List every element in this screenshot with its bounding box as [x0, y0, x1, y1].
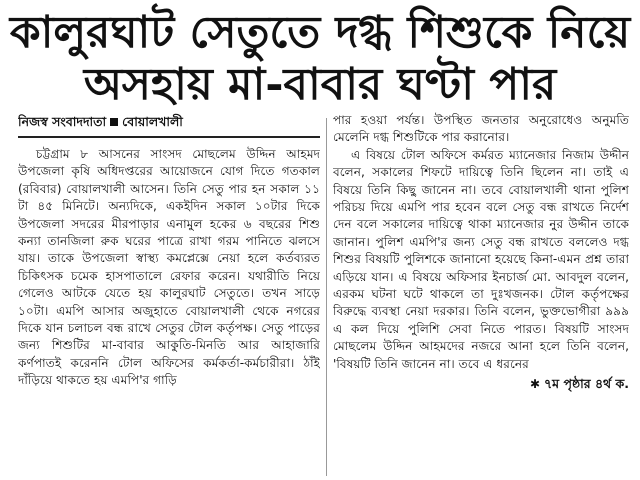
- right-column: [333, 112, 629, 480]
- byline-location: বোয়ালখালী: [122, 114, 183, 129]
- byline: [18, 112, 320, 138]
- continuation-text: ৭ম পৃষ্ঠার ৪র্থ ক.: [544, 376, 629, 392]
- byline-reporter: নিজস্ব সংবাদদাতা: [18, 114, 107, 129]
- square-bullet-icon: [110, 118, 118, 126]
- article-paragraph-continued: পার হওয়া পর্যন্ত। উপস্থিত জনতার অনুরোধেও অনুমতি মেলেনি দগ্ধ শিশুটিকে পার করানোর।: [333, 113, 629, 145]
- headline-line-2: অসহায় মা-বাবার ঘণ্টা পার: [83, 59, 557, 110]
- continuation-note: [333, 375, 629, 393]
- headline-line-1: কালুরঘাট সেতুতে দগ্ধ শিশুকে নিয়ে: [9, 7, 631, 58]
- article-paragraph: চট্টগ্রাম ৮ আসনের সাংসদ মোছলেম উদ্দিন আহমদ উপজেলা কৃষি অধিদপ্তরের আয়োজনে যোগ দিতে গতকাল (রবিবার) বোয়ালখালী আসেন। তিনি সেতু পার হন সকাল ১১ টা ৪৫ মিনিটে। অন্যদিকে, একইদিন সকাল ১০টার দিকে উপজেলা সদরের মীরপাড়ার এনামুল হকের ৬ বছরের শিশু কন্যা তানজিলা রুক ঘরের পাত্রে রাখা গরম পানিতে ঝলসে যায়। তাকে উপজেলা স্বাস্থ্য কমপ্লেক্সে নেয়া হলে কর্তব্যরত চিকিৎসক চমেক হাসপাতালে রেফার করেন। যথারীতি নিয়ে গেলেও আটকে যেতে হয় কালুরঘাট সেতুতে। তখন সাড়ে ১০টা। এমপি আসার অজুহাতে বোয়ালখালী থেকে নগরের দিকে যান চলাচল বন্ধ রাখে সেতুর টোল কর্তৃপক্ষ। সেতু পাড়ের জন্য শিশুটির মা-বাবার আকুতি-মিনতি আর আহাজারি কর্ণপাতই করেননি টোল অফিসের কর্মকর্তা-কর্মচারীরা। ঠাঁই দাঁড়িয়ে থাকতে হয় এমপি'র গাড়ি: [18, 147, 320, 388]
- left-column: [18, 112, 320, 480]
- article-paragraph: এ বিষয়ে টোল অফিসে কর্মরত ম্যানেজার নিজাম উদ্দীন বলেন, সকালের শিফটে দায়িত্বে তিনি ছিলেন না। তাই এ বিষয়ে তিনি কিছু জানেন না। তবে বোয়ালখালী থানা পুলিশ পরিচয় দিয়ে এমপি পার হবেন বলে সেতু বন্ধ রাখতে নির্দেশ দেন বলে সকালের দায়িত্বে থাকা ম্যানেজার নুর উদ্দীন তাকে জানান। পুলিশ এমপি'র জন্য সেতু বন্ধ রাখতে বললেও দগ্ধ শিশুর বিষয়টি পুলিশকে জানানো হয়েছে কিনা-এমন প্রশ্ন তারা এড়িয়ে যান। এ বিষয়ে অফিসার ইনচার্জ মো. আবদুল বলেন, এরকম ঘটনা ঘটে থাকলে তা দুঃখজনক। টোল কর্তৃপক্ষের বিরুদ্ধে ব্যবস্থা নেয়া দরকার। তিনি বলেন, ভুক্তভোগীরা ৯৯৯ এ কল দিয়ে পুলিশি সেবা নিতে পারত। বিষয়টি সাংসদ মোছলেম উদ্দিন আহমদের নজরে আনা হলে তিনি বলেন, 'বিষয়টি তিনি জানেন না। তবে এ ধরনের: [333, 147, 629, 371]
- column-divider: [326, 118, 327, 476]
- star-bullet-icon: ✱: [529, 377, 541, 392]
